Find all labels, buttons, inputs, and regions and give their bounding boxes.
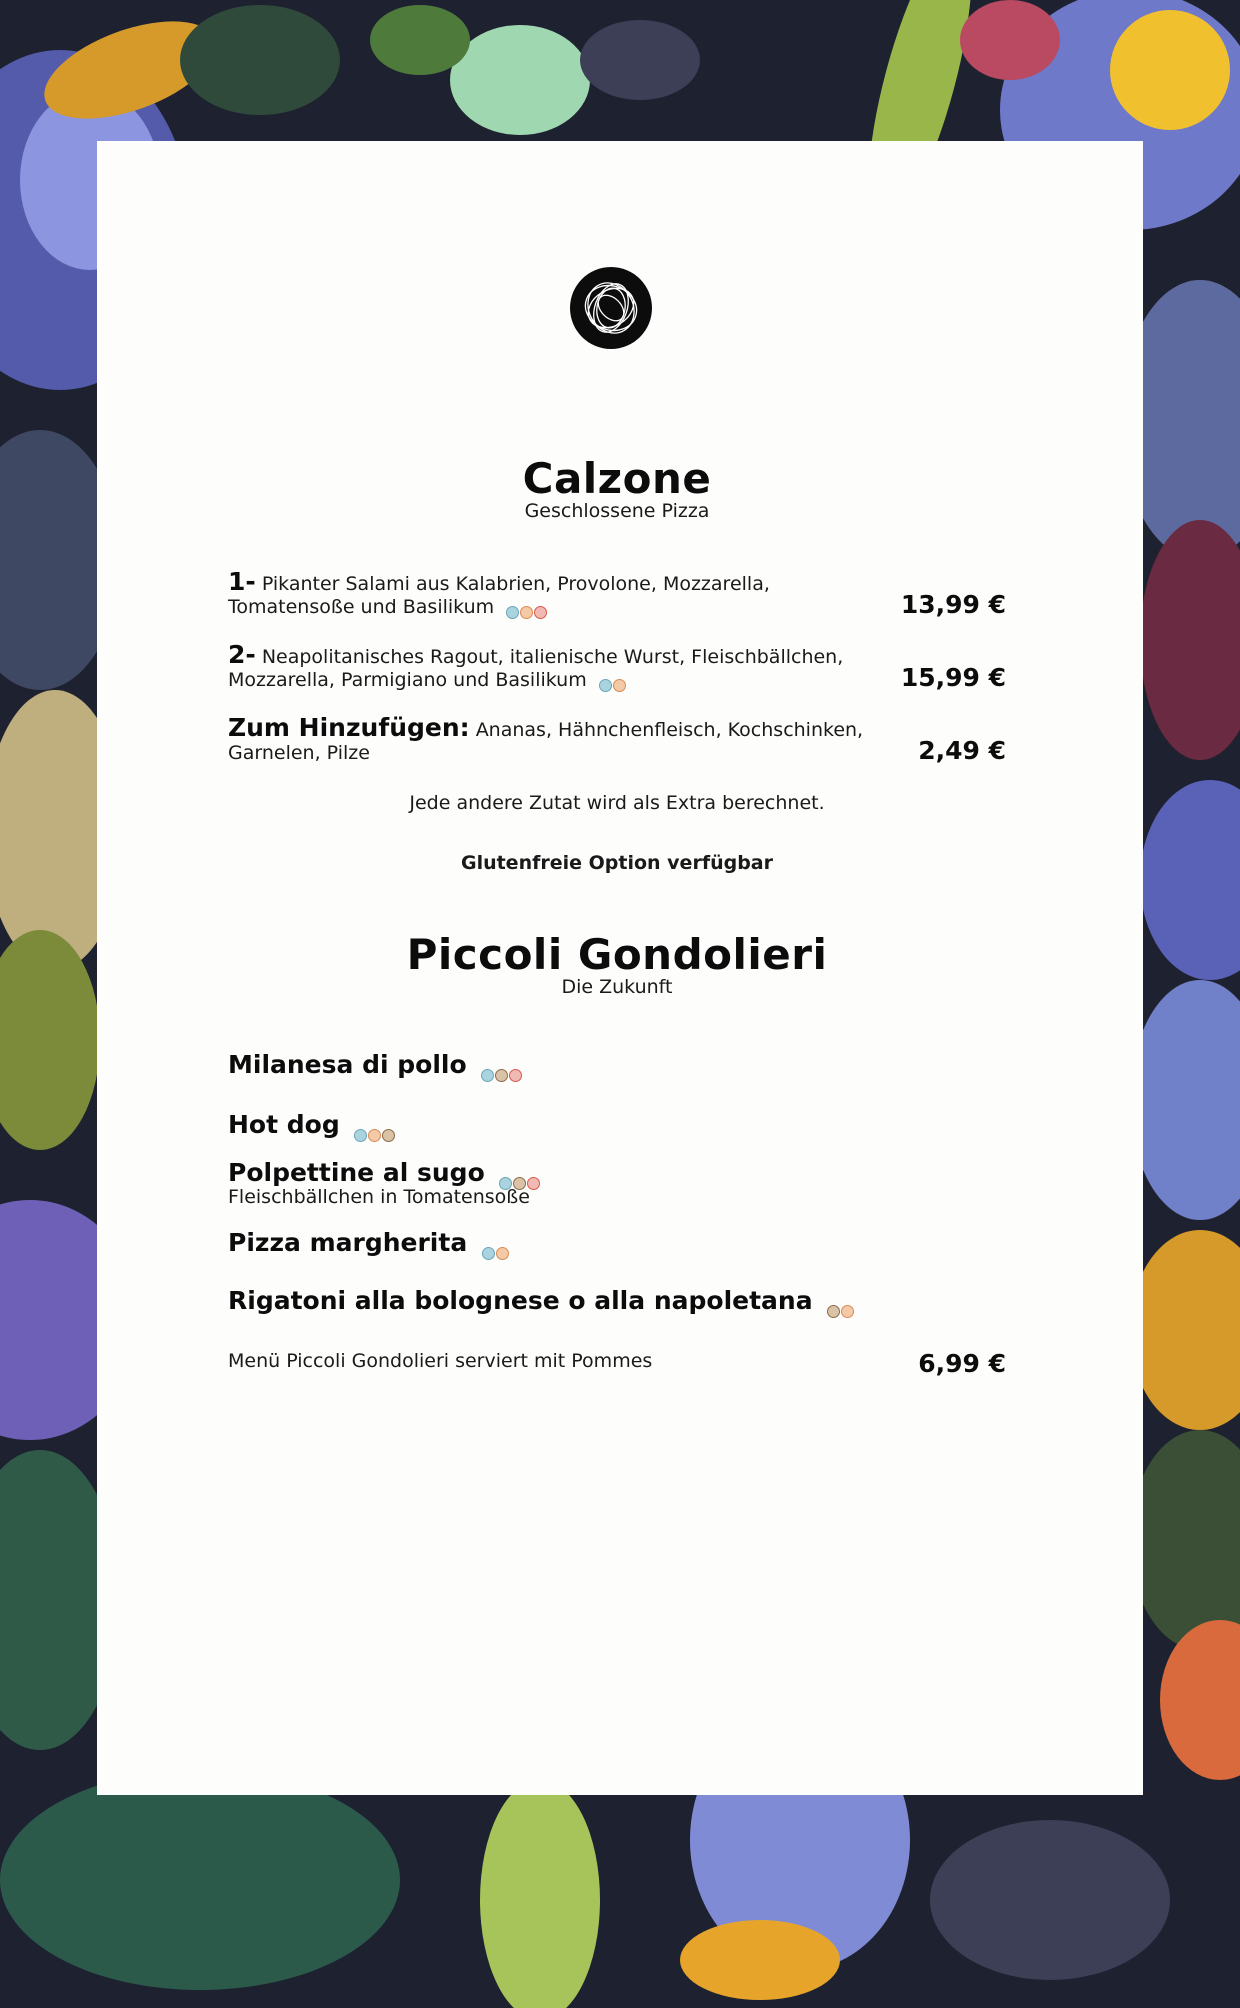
note-extra: Jede andere Zutat wird als Extra berechnet. [409,792,825,814]
allergen-icon [506,601,548,615]
allergen-icon [354,1119,396,1133]
addon-lead: Zum Hinzufügen: [228,713,470,742]
item-number: 2- [228,640,256,669]
item-description: Pikanter Salami aus Kalabrien, Provolone, Mozzarella, Tomatensoße und Basilikum [228,573,770,618]
dish-hot-dog [228,1110,948,1139]
menu-price: 6,99 € [918,1349,1006,1378]
calzone-addon [228,713,868,765]
logo-scribble-icon [569,266,653,350]
item-number: 1- [228,567,256,596]
dish-name: Pizza margherita [228,1228,468,1257]
dish-name: Hot dog [228,1110,340,1139]
dish-milanesa [228,1050,948,1079]
addon-description: Ananas, Hähnchenfleisch, Kochschinken, Garnelen, Pilze [228,719,864,764]
section-title-calzone: Calzone [522,454,712,503]
dish-polpettine-sub: Fleischbällchen in Tomatensoße [228,1186,530,1208]
allergen-icon [482,1237,510,1251]
note-gluten: Glutenfreie Option verfügbar [460,852,774,874]
section-title-piccoli: Piccoli Gondolieri [406,930,828,979]
section-subtitle-calzone: Geschlossene Pizza [524,500,710,522]
calzone-item-2-price: 15,99 € [900,663,1006,692]
dish-name: Milanesa di pollo [228,1050,467,1079]
dish-polpettine [228,1158,948,1187]
calzone-item-2 [228,640,868,692]
allergen-icon [499,1167,541,1181]
calzone-item-1 [228,567,868,619]
allergen-icon [481,1059,523,1073]
section-subtitle-piccoli: Die Zukunft [561,976,673,998]
menu-note: Menü Piccoli Gondolieri serviert mit Pommes [228,1350,653,1372]
calzone-addon-price: 2,49 € [918,736,1006,765]
dish-margherita [228,1228,948,1257]
item-description: Neapolitanisches Ragout, italienische Wurst, Fleischbällchen, Mozzarella, Parmigiano und Basilikum [228,646,844,691]
allergen-icon [599,674,627,688]
dish-rigatoni [228,1286,948,1315]
allergen-icon [827,1295,855,1309]
dish-name: Polpettine al sugo [228,1158,485,1187]
calzone-item-1-price: 13,99 € [900,590,1006,619]
dish-name: Rigatoni alla bolognese o alla napoletana [228,1286,813,1315]
